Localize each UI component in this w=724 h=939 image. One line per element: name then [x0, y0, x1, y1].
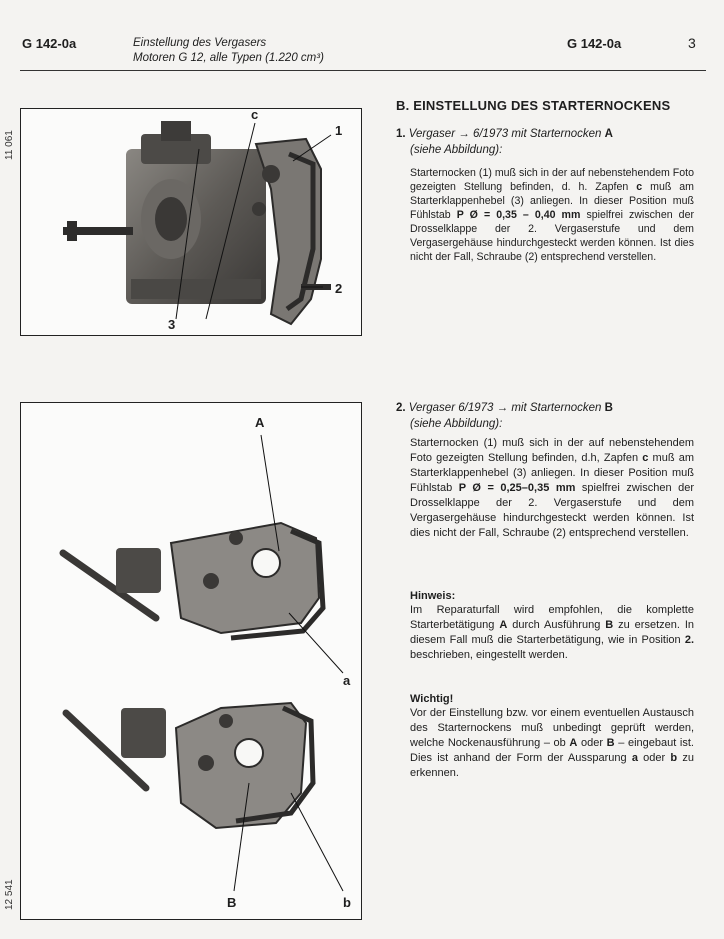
- hinweis-text-b: B: [605, 619, 614, 631]
- item1-head-letter: A: [604, 128, 613, 140]
- item2-number: 2.: [396, 402, 406, 414]
- item1-text-c: c: [636, 181, 643, 193]
- wichtig-text-1: Vor der Einstellung bzw. vor einem eventuellen Austausch des Starternockens muß unbedingt geprüft werden, welche Nockenausführung – ob: [410, 707, 694, 749]
- item2-paragraph: [410, 436, 694, 541]
- page-number: 3: [688, 35, 696, 51]
- cam-variants-illustration: [21, 403, 361, 919]
- wichtig-text-3: – eingebaut ist. Dies ist anhand der Form der Aussparung: [410, 737, 694, 764]
- item2-text-gauge: P Ø = 0,25–0,35 mm: [458, 482, 576, 494]
- callout-B: B: [227, 895, 237, 910]
- header-title-line2: Motoren G 12, alle Typen (1.220 cm³): [133, 52, 324, 64]
- hinweis-text-3: zu ersetzen. In diesem Fall muß die Starterbetätigung, wie in Position: [410, 619, 695, 646]
- item2-head-pre: Vergaser 6/1973: [408, 402, 494, 414]
- hinweis-text-a: A: [499, 619, 508, 631]
- wichtig-text-4: oder: [643, 752, 666, 764]
- hinweis-text-4: beschrieben, eingestellt werden.: [410, 649, 568, 661]
- hinweis-text-pos2: 2.: [684, 634, 695, 646]
- arrow-icon: →: [496, 402, 509, 414]
- callout-1: 1: [335, 123, 343, 138]
- item2-text-3: spielfrei zwischen der Drosselklappe der 2. Vergaserstufe und dem Vergasergehäuse hindurchgesteckt werden können. Ist dies nicht der Fall, Schraube (2) entsprechend verstellen.: [410, 482, 694, 539]
- callout-a: a: [343, 673, 351, 688]
- side-code-top: 11 061: [4, 130, 15, 160]
- wichtig-text-b-small: b: [670, 752, 678, 764]
- callout-2: 2: [335, 281, 343, 296]
- item1-text-2: muß am Starterklappenhebel (3) anliegen. In dieser Position muß Fühlstab: [410, 181, 694, 221]
- cam-variant-b: [66, 703, 313, 828]
- callout-c: c: [251, 108, 259, 122]
- wichtig-text-2: oder: [581, 737, 604, 749]
- item2-head-mid: mit Starternocken: [511, 402, 602, 414]
- item1-head-mid: 6/1973 mit Starternocken: [472, 128, 602, 140]
- item2-heading: [396, 401, 706, 416]
- header-rule: [20, 70, 706, 71]
- item1-text-gauge: P Ø = 0,35 – 0,40 mm: [456, 209, 581, 221]
- section-title: B. EINSTELLUNG DES STARTERNOCKENS: [396, 98, 671, 113]
- wichtig-paragraph: [410, 706, 694, 781]
- wichtig-title: Wichtig!: [410, 693, 454, 705]
- callout-A: A: [255, 415, 265, 430]
- wichtig-text-a: A: [569, 737, 578, 749]
- item2-text-2: muß am Starterklappenhebel (3) anliegen. In dieser Position muß Fühlstab: [410, 452, 694, 494]
- carburetor-illustration: [21, 109, 361, 335]
- hinweis-title: Hinweis:: [410, 590, 456, 602]
- header-code-right: G 142-0a: [567, 36, 622, 51]
- callout-3: 3: [168, 317, 176, 332]
- figure-carburetor-photo: [20, 108, 362, 336]
- wichtig-text-a-small: a: [631, 752, 638, 764]
- side-code-bottom: 12 541: [4, 879, 15, 910]
- wichtig-text-5: zu erkennen.: [410, 752, 694, 779]
- hinweis-text-1: Im Reparaturfall wird empfohlen, die komplette Starterbetätigung: [410, 604, 694, 631]
- cam-variant-a: [63, 523, 323, 638]
- callout-b: b: [343, 895, 351, 910]
- item1-number: 1.: [396, 128, 406, 140]
- wichtig-text-b: B: [606, 737, 615, 749]
- item1-heading: [396, 127, 706, 142]
- item2-text-c: c: [642, 452, 649, 464]
- hinweis-paragraph: [410, 603, 694, 663]
- item1-subheading: (siehe Abbildung):: [410, 144, 503, 156]
- item1-paragraph: [410, 166, 694, 264]
- item1-text-3: spielfrei zwischen der Drosselklappe der 2. Vergaserstufe und dem Vergasergehäuse hindurchgesteckt werden können. Ist dies nicht der Fall, Schraube (2) entsprechend verstellen.: [410, 209, 694, 263]
- header-code-left: G 142-0a: [22, 36, 77, 51]
- item1-head-pre: Vergaser: [408, 128, 456, 140]
- item2-head-letter: B: [604, 402, 613, 414]
- hinweis-text-2: durch Ausführung: [512, 619, 601, 631]
- item2-text-1: Starternocken (1) muß sich in der auf nebenstehendem Foto gezeigten Stellung befinden, d.h, Zapfen: [410, 437, 694, 464]
- item2-subheading: (siehe Abbildung):: [410, 418, 503, 430]
- header-title: [133, 36, 324, 66]
- arrow-icon: →: [458, 128, 470, 140]
- item1-text-1: Starternocken (1) muß sich in der auf nebenstehendem Foto gezeigten Stellung befinden, d. h. Zapfen: [410, 167, 694, 193]
- header-title-line1: Einstellung des Vergasers: [133, 37, 267, 49]
- figure-cam-variants-photo: [20, 402, 362, 920]
